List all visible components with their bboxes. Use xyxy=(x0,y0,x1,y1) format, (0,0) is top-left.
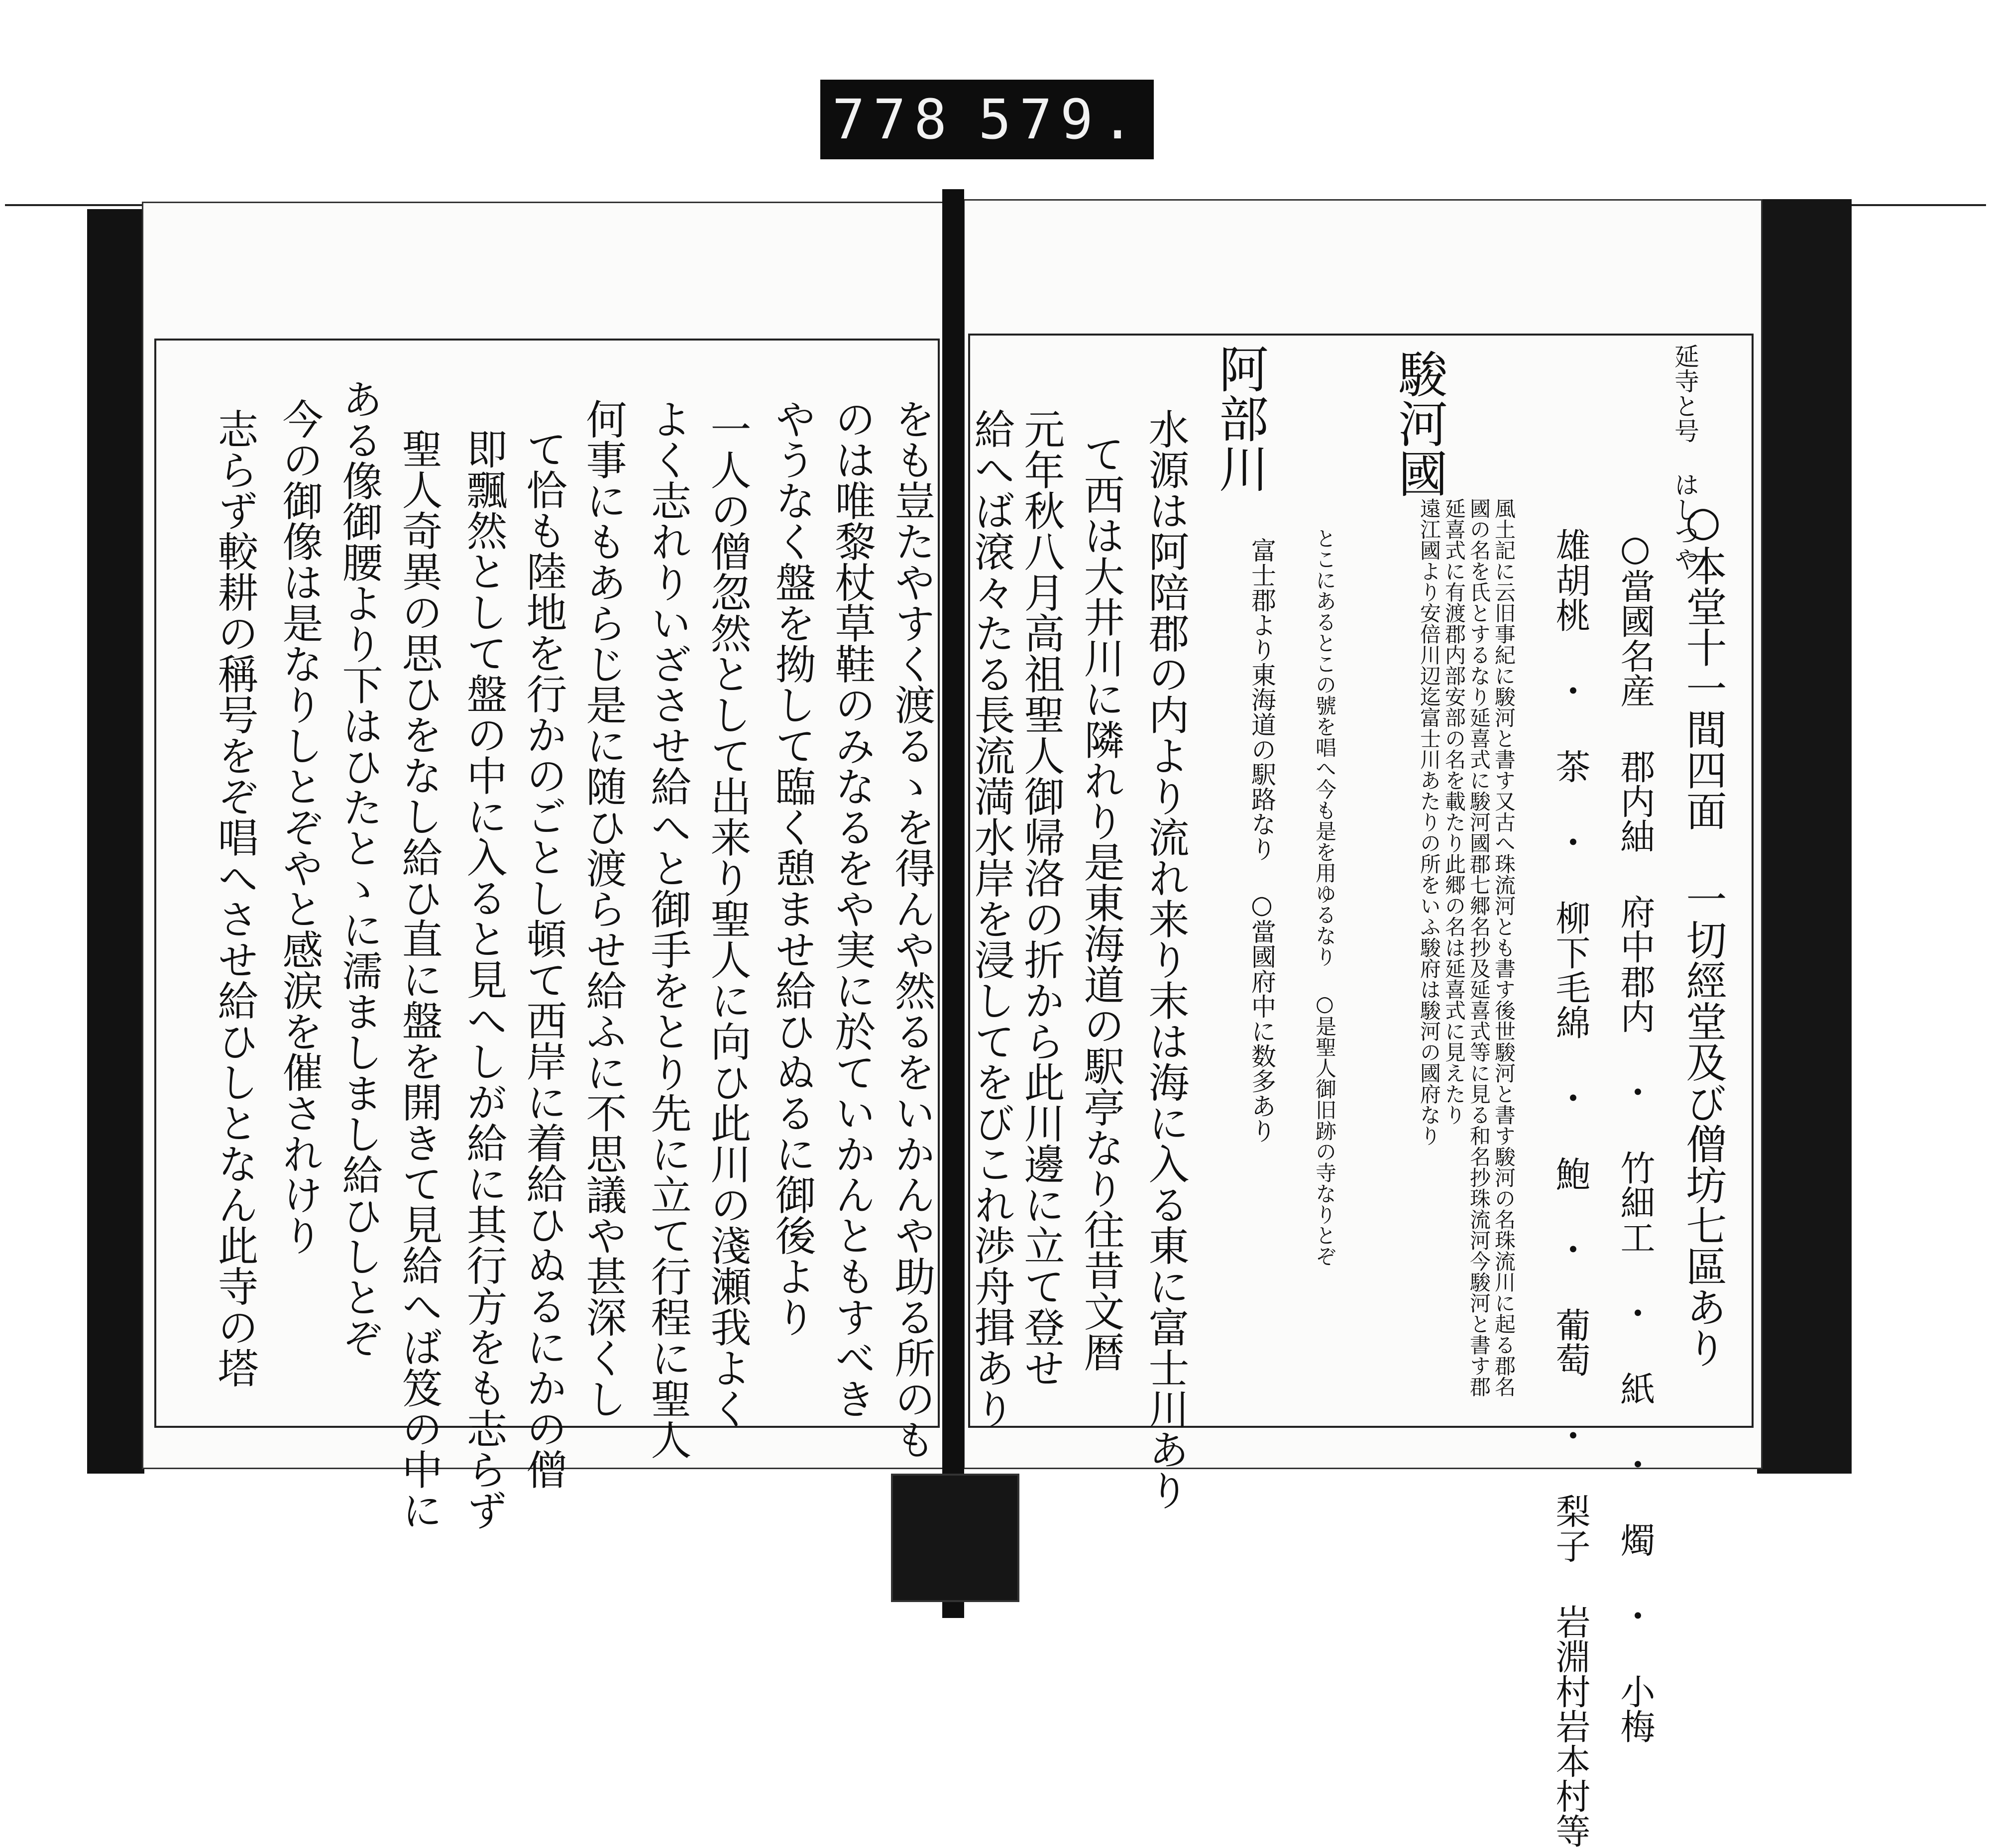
left-body-line-2: のは唯黎杖草鞋のみなるをや実に於ていかんともすべき xyxy=(828,398,876,1419)
gazetteer-note-5: とこにあるとこの號を唱へ今も是を用ゆるなり ○是聖人御旧跡の寺なりとぞ xyxy=(1313,528,1337,1267)
label-left-number: 778 xyxy=(832,88,955,151)
spine-clip xyxy=(891,1474,1019,1602)
gazetteer-note-1: 風土記に云旧事紀に駿河と書す又古へ珠流河とも書す後世駿河と書す駿河の名珠流川に起る郡名 xyxy=(1492,498,1516,1397)
catalog-number-label xyxy=(820,80,1154,159)
right-body-line-3: 元年秋八月高祖聖人御帰洛の折から此川邊に立て登せ xyxy=(1017,408,1065,1388)
main-hall-line: ○本堂十一間四面 一切經堂及び僧坊七區あり xyxy=(1679,498,1727,1368)
label-right-number: 579. xyxy=(978,88,1142,151)
left-body-line-4: 一人の僧忽然として出来り聖人に向ひ此川の淺瀬我よく xyxy=(704,408,751,1429)
left-body-line-6: 何事にもあらじ是に随ひ渡らせ給ふに不思議や甚深くし xyxy=(579,398,627,1419)
gazetteer-note-4: 遠江國より安倍川辺迄富士川あたりの所をいふ駿府は駿河の國府なり xyxy=(1417,498,1441,1146)
left-body-line-10: ある像御腰より下はひたとゝに濡ましまし給ひしとぞ xyxy=(335,378,383,1358)
right-body-line-2: て西は大井川に隣れり是東海道の駅亭なり往昔文暦 xyxy=(1077,433,1124,1372)
abe-river-note: 富士郡より東海道の駅路なり ○當國府中に数多あり xyxy=(1247,538,1276,1143)
left-body-line-11: 今の御像は是なりしとぞやと感涙を催されけり xyxy=(276,398,323,1256)
province-title: 駿河國 xyxy=(1390,348,1448,498)
abe-river-title: 阿部川 xyxy=(1211,344,1269,493)
left-body-line-5: よく志れりいざさせ給へと御手をとり先に立て行程に聖人 xyxy=(644,398,691,1460)
left-body-line-1: をも豈たやすく渡るゝを得んや然るをいかんや助る所のも xyxy=(888,398,935,1460)
book-spine xyxy=(942,189,964,1618)
left-body-line-7: て恰も陸地を行かのごとし頓て西岸に着給ひぬるにかの僧 xyxy=(520,428,567,1490)
gazetteer-note-3: 延喜式に有渡郡内部安部の名を載たり此郷の名は延喜式に見えたり xyxy=(1442,498,1466,1125)
left-body-line-3: やうなく盤を拗して臨く憩ませ給ひぬるに御後より xyxy=(769,398,816,1337)
book-edge-left xyxy=(87,209,144,1474)
right-body-line-1: 水源は阿陪郡の内より流れ来り末は海に入る東に富士川あり xyxy=(1142,408,1189,1510)
left-body-line-8: 即飄然として盤の中に入ると見へしが給に其行方をも志らず xyxy=(460,428,507,1530)
products-line-2: 雄胡桃 ・ 茶 ・ 柳下毛綿 ・ 鮑 ・ 葡萄 ・ 梨子 岩淵村岩本村等 xyxy=(1550,528,1591,1848)
left-body-line-9: 聖人奇異の思ひをなし給ひ直に盤を開きて見給へば笈の中に xyxy=(395,428,442,1530)
temple-marker-note: 延寺と号 はしつや xyxy=(1670,344,1699,572)
products-line-1: ○當國名産 郡内紬 府中郡内 ・ 竹細工 ・ 紙 ・ 燭 ・ 小梅 xyxy=(1615,528,1656,1743)
left-body-line-12: 志らず較耕の稱号をぞ唱へさせ給ひしとなん此寺の塔 xyxy=(211,408,258,1388)
gazetteer-note-2: 國の名を氏とするなり延喜式に駿河國郡七郷名抄及延喜式等に見る和名抄珠流河今駿河と書す郡 xyxy=(1467,498,1491,1397)
right-body-line-4: 給へば滾々たる長流満水岸を浸してをびこれ渉舟揖あり xyxy=(968,408,1015,1429)
book-edge-right xyxy=(1757,199,1852,1474)
